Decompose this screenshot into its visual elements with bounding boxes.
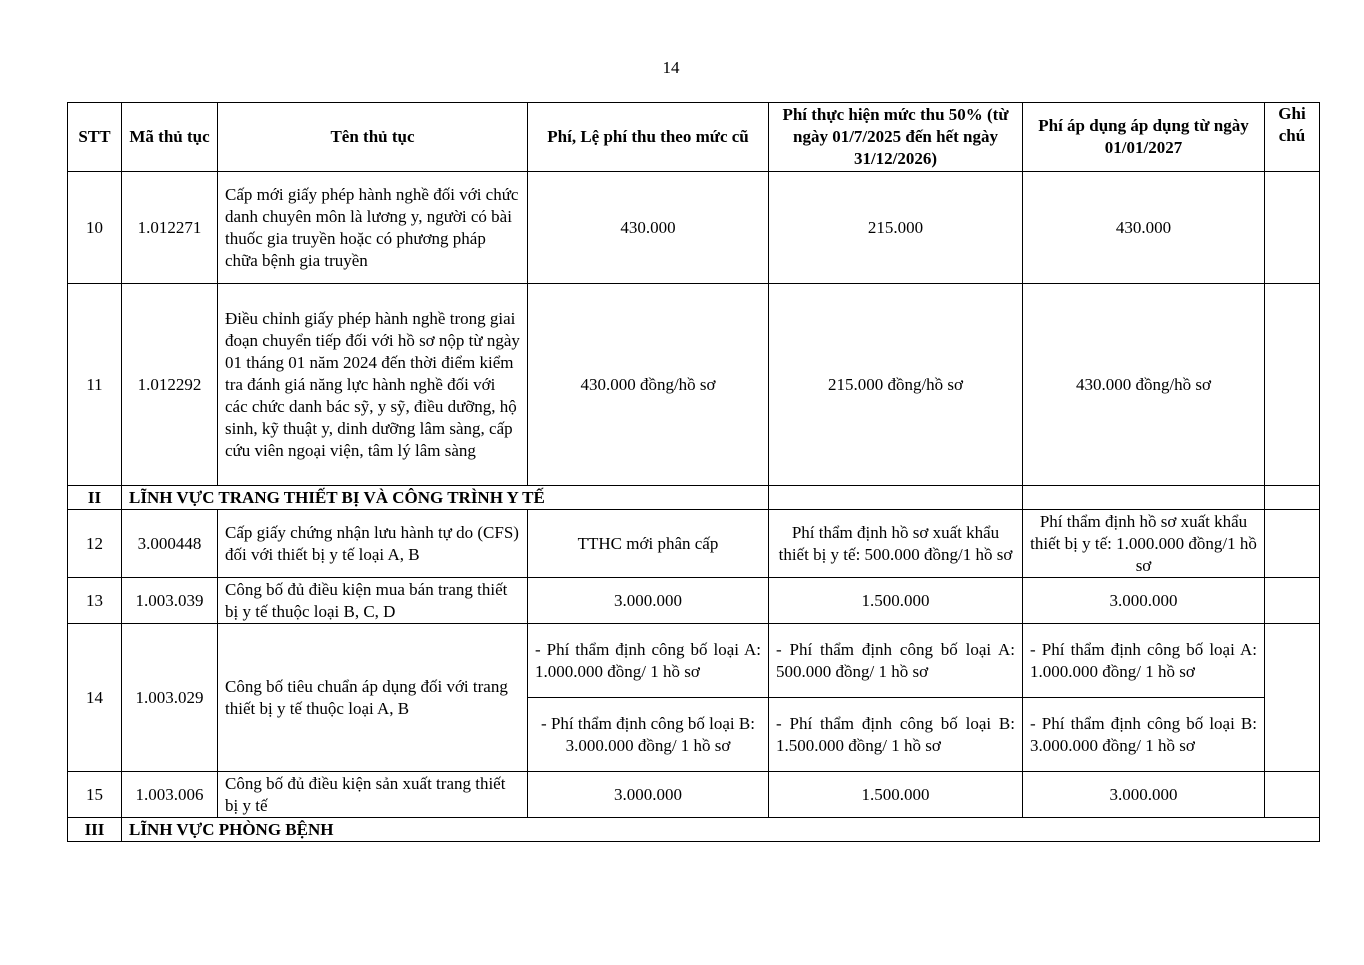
row-fee-50-type-a: - Phí thẩm định công bố loại A: 500.000 đồng/ 1 hồ sơ xyxy=(769,624,1023,698)
row-fee-2027-type-a: - Phí thẩm định công bố loại A: 1.000.000 đồng/ 1 hồ sơ xyxy=(1023,624,1265,698)
header-name: Tên thủ tục xyxy=(218,103,528,172)
row-stt: 12 xyxy=(68,510,122,578)
row-name: Điều chỉnh giấy phép hành nghề trong giai đoạn chuyển tiếp đối với hồ sơ nộp từ ngày 01 tháng 01 năm 2024 đến thời điểm kiểm tra đánh giá năng lực hành nghề đối với các chức danh bác sỹ, y sỹ, điều dưỡng, hộ sinh, kỹ thuật y, dinh dưỡng lâm sàng, cấp cứu viên ngoại viện, tâm lý lâm sàng xyxy=(218,284,528,486)
row-code: 1.012271 xyxy=(122,172,218,284)
row-code: 3.000448 xyxy=(122,510,218,578)
row-fee-50: 1.500.000 xyxy=(769,772,1023,818)
section-number: II xyxy=(68,486,122,510)
fee-table xyxy=(67,102,1320,842)
row-note xyxy=(1265,172,1320,284)
header-code: Mã thủ tục xyxy=(122,103,218,172)
row-note xyxy=(1265,772,1320,818)
row-stt: 15 xyxy=(68,772,122,818)
row-old-fee: 430.000 đồng/hồ sơ xyxy=(528,284,769,486)
table-row xyxy=(68,172,1320,284)
row-old-fee: 3.000.000 xyxy=(528,578,769,624)
row-stt: 13 xyxy=(68,578,122,624)
row-fee-2027: 430.000 xyxy=(1023,172,1265,284)
row-stt: 10 xyxy=(68,172,122,284)
row-code: 1.012292 xyxy=(122,284,218,486)
row-fee-2027: 430.000 đồng/hồ sơ xyxy=(1023,284,1265,486)
row-old-fee: TTHC mới phân cấp xyxy=(528,510,769,578)
table-row xyxy=(68,624,1320,698)
page-number: 14 xyxy=(662,58,680,77)
row-note xyxy=(1265,578,1320,624)
row-note xyxy=(1265,510,1320,578)
section-row xyxy=(68,818,1320,842)
row-fee-50-type-b: - Phí thẩm định công bố loại B: 1.500.000 đồng/ 1 hồ sơ xyxy=(769,698,1023,772)
row-fee-2027: 3.000.000 xyxy=(1023,772,1265,818)
header-stt: STT xyxy=(68,103,122,172)
row-fee-2027: Phí thẩm định hồ sơ xuất khẩu thiết bị y tế: 1.000.000 đồng/1 hồ sơ xyxy=(1023,510,1265,578)
section-empty-cell xyxy=(1023,486,1265,510)
table-row xyxy=(68,772,1320,818)
row-old-fee-type-b: - Phí thẩm định công bố loại B: 3.000.000 đồng/ 1 hồ sơ xyxy=(528,698,769,772)
section-number: III xyxy=(68,818,122,842)
row-fee-50: Phí thẩm định hồ sơ xuất khẩu thiết bị y tế: 500.000 đồng/1 hồ sơ xyxy=(769,510,1023,578)
row-fee-2027: 3.000.000 xyxy=(1023,578,1265,624)
header-old-fee: Phí, Lệ phí thu theo mức cũ xyxy=(528,103,769,172)
row-old-fee-type-a: - Phí thẩm định công bố loại A: 1.000.000 đồng/ 1 hồ sơ xyxy=(528,624,769,698)
header-fee-2027: Phí áp dụng áp dụng từ ngày 01/01/2027 xyxy=(1023,103,1265,172)
row-old-fee: 3.000.000 xyxy=(528,772,769,818)
section-row xyxy=(68,486,1320,510)
row-name: Cấp mới giấy phép hành nghề đối với chức danh chuyên môn là lương y, người có bài thuốc gia truyền hoặc có phương pháp chữa bệnh gia truyền xyxy=(218,172,528,284)
row-name: Cấp giấy chứng nhận lưu hành tự do (CFS) đối với thiết bị y tế loại A, B xyxy=(218,510,528,578)
row-old-fee: 430.000 xyxy=(528,172,769,284)
section-empty-cell xyxy=(1265,486,1320,510)
row-fee-50: 215.000 đồng/hồ sơ xyxy=(769,284,1023,486)
row-code: 1.003.039 xyxy=(122,578,218,624)
row-stt: 14 xyxy=(68,624,122,772)
row-code: 1.003.006 xyxy=(122,772,218,818)
row-code: 1.003.029 xyxy=(122,624,218,772)
header-fee-50: Phí thực hiện mức thu 50% (từ ngày 01/7/2025 đến hết ngày 31/12/2026) xyxy=(769,103,1023,172)
row-fee-50: 215.000 xyxy=(769,172,1023,284)
header-row xyxy=(68,103,1320,172)
table-row xyxy=(68,578,1320,624)
row-name: Công bố đủ điều kiện mua bán trang thiết bị y tế thuộc loại B, C, D xyxy=(218,578,528,624)
row-fee-2027-type-b: - Phí thẩm định công bố loại B: 3.000.000 đồng/ 1 hồ sơ xyxy=(1023,698,1265,772)
row-fee-50: 1.500.000 xyxy=(769,578,1023,624)
row-note xyxy=(1265,624,1320,772)
row-note xyxy=(1265,284,1320,486)
header-note: Ghi chú xyxy=(1265,103,1320,172)
section-title: LĨNH VỰC TRANG THIẾT BỊ VÀ CÔNG TRÌNH Y TẾ xyxy=(122,486,769,510)
section-empty-cell xyxy=(769,486,1023,510)
table-row xyxy=(68,510,1320,578)
table-row xyxy=(68,284,1320,486)
row-name: Công bố tiêu chuẩn áp dụng đối với trang thiết bị y tế thuộc loại A, B xyxy=(218,624,528,772)
row-name: Công bố đủ điều kiện sản xuất trang thiết bị y tế xyxy=(218,772,528,818)
section-title: LĨNH VỰC PHÒNG BỆNH xyxy=(122,818,1320,842)
row-stt: 11 xyxy=(68,284,122,486)
